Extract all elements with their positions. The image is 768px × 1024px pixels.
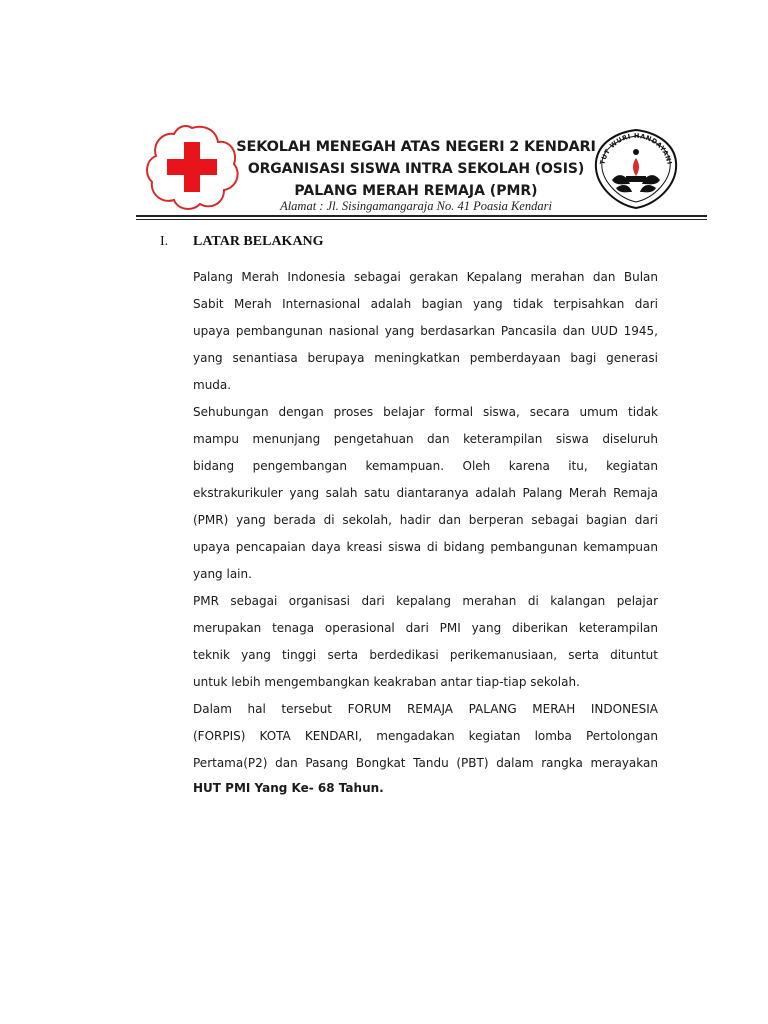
section-number: I. <box>160 234 169 249</box>
unit-name: PALANG MERAH REMAJA (PMR) <box>294 183 538 199</box>
letterhead <box>236 136 596 202</box>
body-line: Dalam hal tersebut FORUM REMAJA PALANG MERAH INDONESIA <box>193 702 658 716</box>
body-line: upaya pencapaian daya kreasi siswa di bidang pembangunan kemampuan <box>193 540 658 554</box>
body-line: Sehubungan dengan proses belajar formal siswa, secara umum tidak <box>193 405 658 419</box>
body-line: teknik yang tinggi serta berdedikasi perikemanusiaan, serta dituntut <box>193 648 658 662</box>
header-rule-thin <box>136 219 707 220</box>
body-line: yang senantiasa berupaya meningkatkan pemberdayaan bagi generasi <box>193 351 658 365</box>
svg-text:TUT WURI HANDAYANI: TUT WURI HANDAYANI <box>598 131 674 166</box>
tut-wuri-handayani-emblem <box>592 128 680 210</box>
body-line: Pertama(P2) dan Pasang Bongkat Tandu (PBT) dalam rangka merayakan <box>193 756 658 770</box>
body-line: PMR sebagai organisasi dari kepalang merahan di kalangan pelajar <box>193 594 658 608</box>
body-line: bidang pengembangan kemampuan. Oleh karena itu, kegiatan <box>193 459 658 473</box>
school-name: SEKOLAH MENEGAH ATAS NEGERI 2 KENDARI <box>236 139 596 155</box>
body-line: mampu menunjang pengetahuan dan keterampilan siswa diseluruh <box>193 432 658 446</box>
body-line: muda. <box>193 378 232 392</box>
red-cross-flower-icon <box>144 122 240 212</box>
body-line: yang lain. <box>193 567 252 581</box>
body-line: (FORPIS) KOTA KENDARI, mengadakan kegiatan lomba Pertolongan <box>193 729 658 743</box>
organization-name: ORGANISASI SISWA INTRA SEKOLAH (OSIS) <box>247 161 585 177</box>
body-line: HUT PMI Yang Ke- 68 Tahun. <box>193 781 384 795</box>
body-line: (PMR) yang berada di sekolah, hadir dan berperan sebagai bagian dari <box>193 513 658 527</box>
section-title: LATAR BELAKANG <box>193 234 324 249</box>
body-line: Sabit Merah Internasional adalah bagian yang tidak terpisahkan dari <box>193 297 658 311</box>
body-line: ekstrakurikuler yang salah satu diantaranya adalah Palang Merah Remaja <box>193 486 658 500</box>
body-line: untuk lebih mengembangkan keakraban antar tiap-tiap sekolah. <box>193 675 580 689</box>
address: Alamat : Jl. Sisingamangaraja No. 41 Poasia Kendari <box>280 199 552 213</box>
body-line: merupakan tenaga operasional dari PMI yang diberikan keterampilan <box>193 621 658 635</box>
header-rule-thick <box>136 215 707 217</box>
body-line: Palang Merah Indonesia sebagai gerakan Kepalang merahan dan Bulan <box>193 270 658 284</box>
body-line: upaya pembangunan nasional yang berdasarkan Pancasila dan UUD 1945, <box>193 324 658 338</box>
